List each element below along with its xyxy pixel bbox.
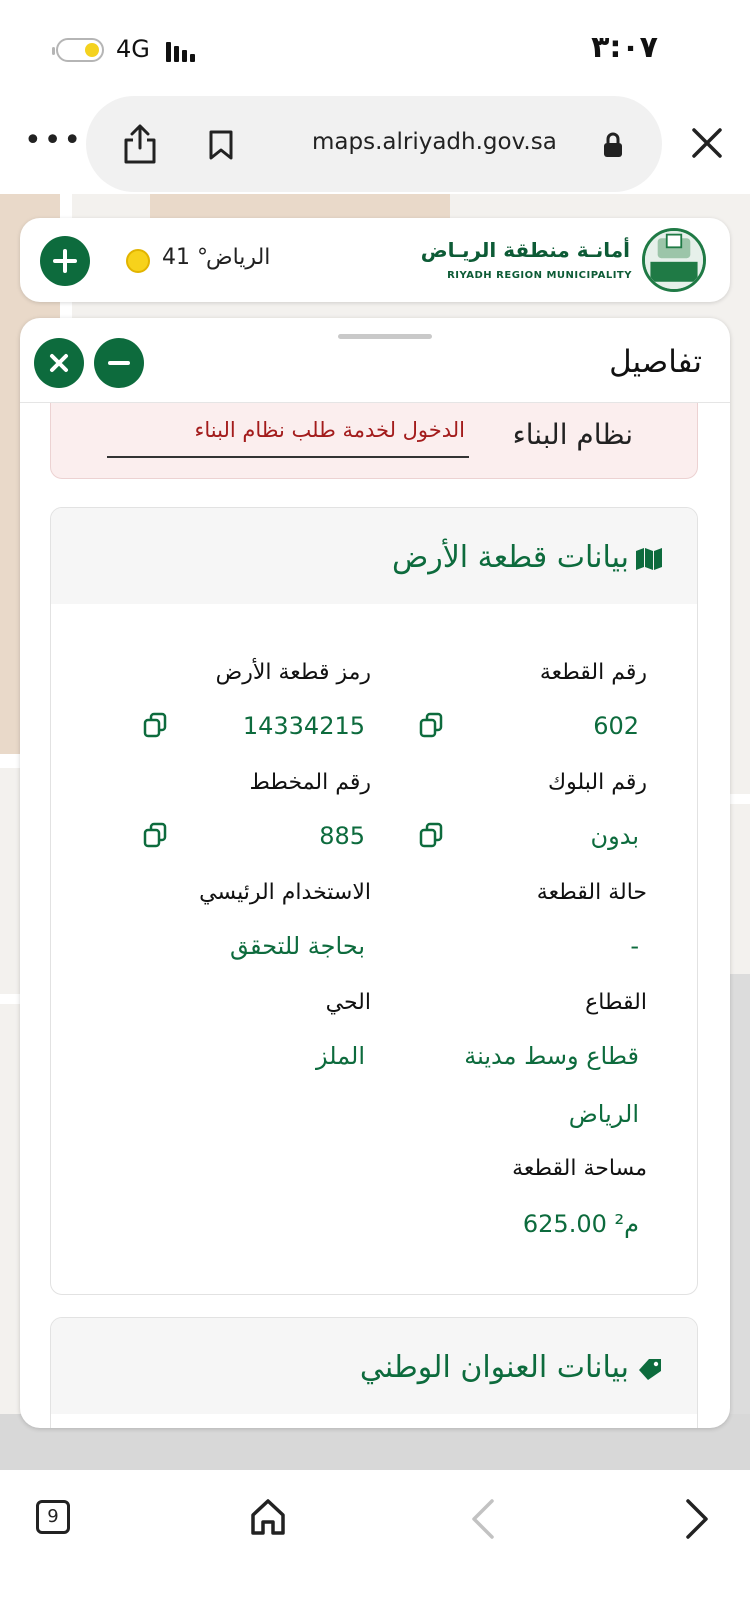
land-plot-card	[50, 507, 698, 1295]
sector-label: القطاع	[585, 990, 647, 1015]
copy-icon[interactable]	[419, 822, 443, 848]
sector-value-line2: الرياض	[568, 1100, 639, 1128]
national-address-card	[50, 1317, 698, 1428]
network-type: 4G	[116, 35, 150, 63]
more-icon[interactable]: •••	[24, 123, 84, 158]
main-use-value: بحاجة للتحقق	[230, 932, 365, 960]
details-panel	[20, 318, 730, 1428]
plot-number-value: 602	[593, 712, 639, 740]
temperature: 41 °	[162, 245, 208, 270]
bookmark-icon[interactable]	[208, 130, 234, 160]
district-value: الملز	[315, 1042, 365, 1070]
close-icon	[34, 338, 84, 388]
status-bar	[0, 0, 750, 92]
browser-toolbar	[0, 92, 750, 194]
signal-icon	[166, 40, 195, 62]
close-icon[interactable]	[690, 126, 724, 160]
sun-icon	[126, 249, 150, 273]
plot-status-label: حالة القطعة	[536, 880, 647, 905]
zoom-in-button[interactable]	[40, 236, 90, 286]
copy-icon[interactable]	[143, 712, 167, 738]
logo-title-ar: أمانـة منطقة الريـاض	[420, 238, 630, 262]
panel-scroll-area[interactable]	[20, 403, 730, 1428]
riyadh-emblem	[642, 228, 706, 292]
area-unit: م²	[614, 1210, 639, 1238]
land-plot-title: بيانات قطعة الأرض	[391, 540, 629, 575]
header-card	[20, 218, 730, 302]
url-text: maps.alriyadh.gov.sa	[312, 129, 557, 155]
area-value	[523, 1210, 639, 1238]
land-plot-card-header[interactable]	[51, 508, 698, 604]
minus-icon	[94, 338, 144, 388]
area-label: مساحة القطعة	[512, 1156, 647, 1181]
home-icon[interactable]	[250, 1498, 286, 1536]
tag-icon	[635, 1358, 663, 1380]
plan-number-label: رقم المخطط	[249, 770, 371, 795]
building-system-label: نظام البناء	[512, 418, 633, 451]
browser-bottom-bar	[0, 1470, 750, 1623]
plot-status-value: -	[630, 932, 639, 960]
main-use-label: الاستخدام الرئيسي	[199, 880, 371, 905]
plus-icon	[40, 236, 90, 286]
area-number: 625.00	[522, 1210, 607, 1238]
copy-icon[interactable]	[419, 712, 443, 738]
building-system-alert	[50, 403, 698, 479]
panel-title: تفاصيل	[609, 344, 702, 380]
address-bar[interactable]	[86, 96, 662, 192]
plot-number-label: رقم القطعة	[539, 660, 647, 685]
national-address-card-header[interactable]	[51, 1318, 698, 1414]
back-icon[interactable]	[470, 1498, 496, 1540]
battery-icon	[56, 38, 104, 62]
building-system-link[interactable]: الدخول لخدمة طلب نظام البناء	[194, 418, 465, 442]
link-underline	[107, 456, 469, 458]
status-time: ٣:٠٧	[591, 30, 658, 65]
minimize-panel-button[interactable]	[94, 338, 144, 388]
weather-city: الرياض	[206, 245, 271, 270]
lock-icon	[602, 132, 624, 158]
national-address-title: بيانات العنوان الوطني	[359, 1350, 629, 1385]
plot-code-label: رمز قطعة الأرض	[215, 660, 371, 685]
block-number-value: بدون	[590, 822, 639, 850]
sector-value-line1: قطاع وسط مدينة	[464, 1042, 639, 1070]
plot-code-value: 14334215	[242, 712, 365, 740]
tabs-button[interactable]: 9	[36, 1500, 70, 1534]
copy-icon[interactable]	[143, 822, 167, 848]
plan-number-value: 885	[319, 822, 365, 850]
logo-title-en: RIYADH REGION MUNICIPALITY	[447, 270, 632, 281]
share-icon[interactable]	[120, 122, 160, 166]
district-label: الحي	[325, 990, 371, 1015]
close-panel-button[interactable]	[34, 338, 84, 388]
forward-icon[interactable]	[684, 1498, 710, 1540]
drag-handle[interactable]	[338, 334, 432, 339]
block-number-label: رقم البلوك	[547, 770, 647, 795]
map-icon	[635, 548, 663, 570]
